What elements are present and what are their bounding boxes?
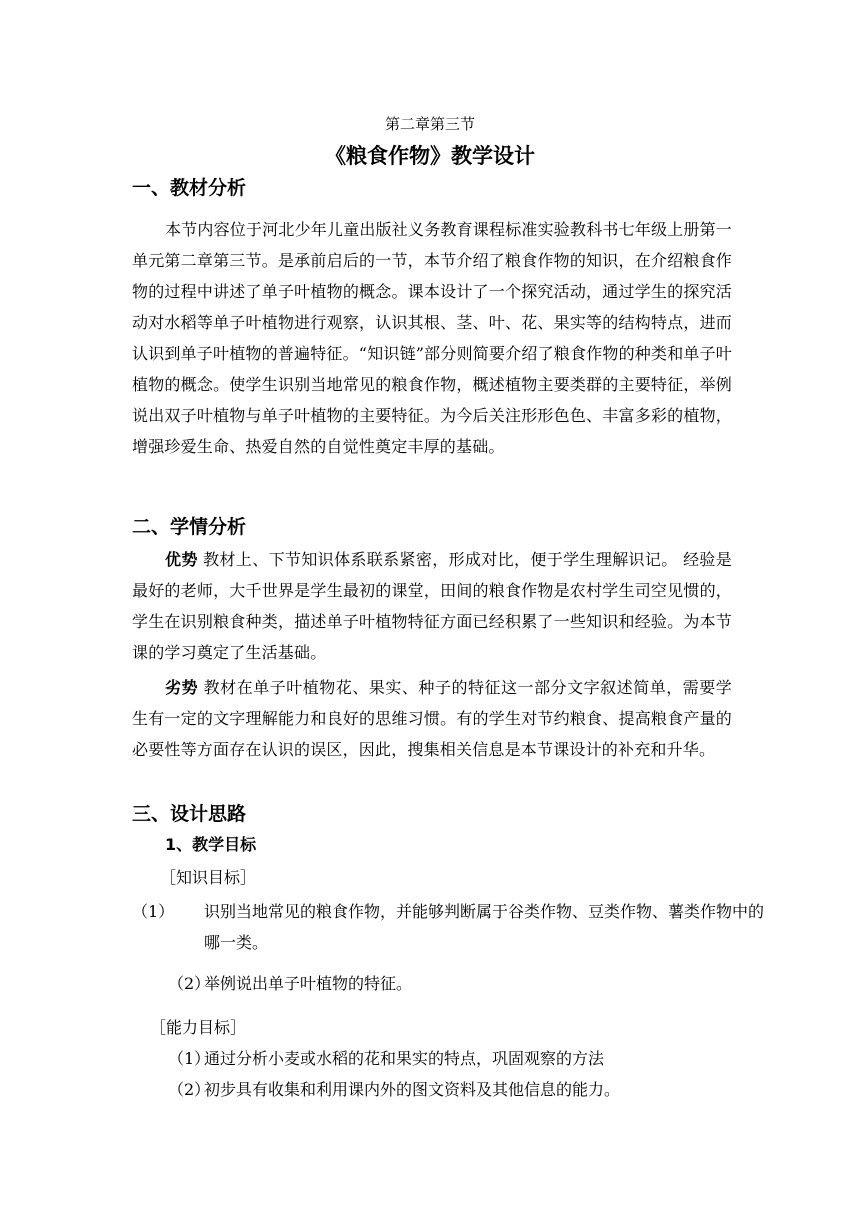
item-number: （2） <box>168 1080 211 1099</box>
item-text: 通过分析小麦或水稻的花和果实的特点，巩固观察的方法 <box>204 1049 605 1068</box>
section-heading-textbook-analysis: 一、教材分析 <box>132 177 247 199</box>
section-heading-student-analysis: 二、学情分析 <box>132 516 247 538</box>
item-text: 初步具有收集和利用课内外的图文资料及其他信息的能力。 <box>204 1080 621 1099</box>
advantage-label: 优势 <box>165 550 198 569</box>
item-text: 识别当地常见的粮食作物，并能够判断属于谷类作物、豆类作物、薯类作物中的哪一类。 <box>204 902 765 952</box>
section-heading-design-ideas: 三、设计思路 <box>132 803 247 825</box>
disadvantage-paragraph <box>132 672 732 765</box>
document-title: 《粮食作物》教学设计 <box>325 143 535 168</box>
item-number: （2） <box>168 974 211 993</box>
knowledge-goal-item <box>132 896 770 958</box>
ability-goal-item <box>168 1043 734 1074</box>
item-number: （1） <box>132 902 175 921</box>
textbook-analysis-paragraph: 本节内容位于河北少年儿童出版社义务教育课程标准实验教科书七年级上册第一单元第二章第三节。是承前启后的一节，本节介绍了粮食作物的知识，在介绍粮食作物的过程中讲述了单子叶植物的概念。课本设计了一个探究活动，通过学生的探究活动对水稻等单子叶植物进行观察，认识其根、茎、叶、花、果实等的结构特点，进而认识到单子叶植物的普遍特征。“知识链”部分则简要介绍了粮食作物的种类和单子叶植物的概念。使学生识别当地常见的粮食作物，概述植物主要类群的主要特征，举例说出双子叶植物与单子叶植物的主要特征。为今后关注形形色色、丰富多彩的植物，增强珍爱生命、热爱自然的自觉性奠定丰厚的基础。 <box>132 220 733 456</box>
item-text: 举例说出单子叶植物的特征。 <box>204 974 413 993</box>
knowledge-goal-item <box>168 968 734 999</box>
chapter-label: 第二章第三节 <box>384 115 475 133</box>
item-number: （1） <box>168 1049 211 1068</box>
advantage-text: 教材上、下节知识体系联系紧密，形成对比，便于学生理解识记。 经验是最好的老师，大千世界是学生最初的课堂，田间的粮食作物是农村学生司空见惯的，学生在识别粮食种类，描述单子叶植物特征方面已经积累了一些知识和经验。为本节课的学习奠定了生活基础。 <box>132 550 732 662</box>
disadvantage-label: 劣势 <box>165 678 199 697</box>
disadvantage-text: 教材在单子叶植物花、果实、种子的特征这一部分文字叙述简单，需要学生有一定的文字理解能力和良好的思维习惯。有的学生对节约粮食、提高粮食产量的必要性等方面存在认识的误区，因此，搜集相关信息是本节课设计的补充和升华。 <box>132 678 732 759</box>
ability-goal-item <box>168 1074 734 1105</box>
ability-goals-tag: ［能力目标］ <box>150 1018 247 1037</box>
advantage-paragraph <box>132 544 732 668</box>
teaching-goals-heading: 1、教学目标 <box>165 835 257 854</box>
knowledge-goals-tag: ［知识目标］ <box>160 868 257 887</box>
